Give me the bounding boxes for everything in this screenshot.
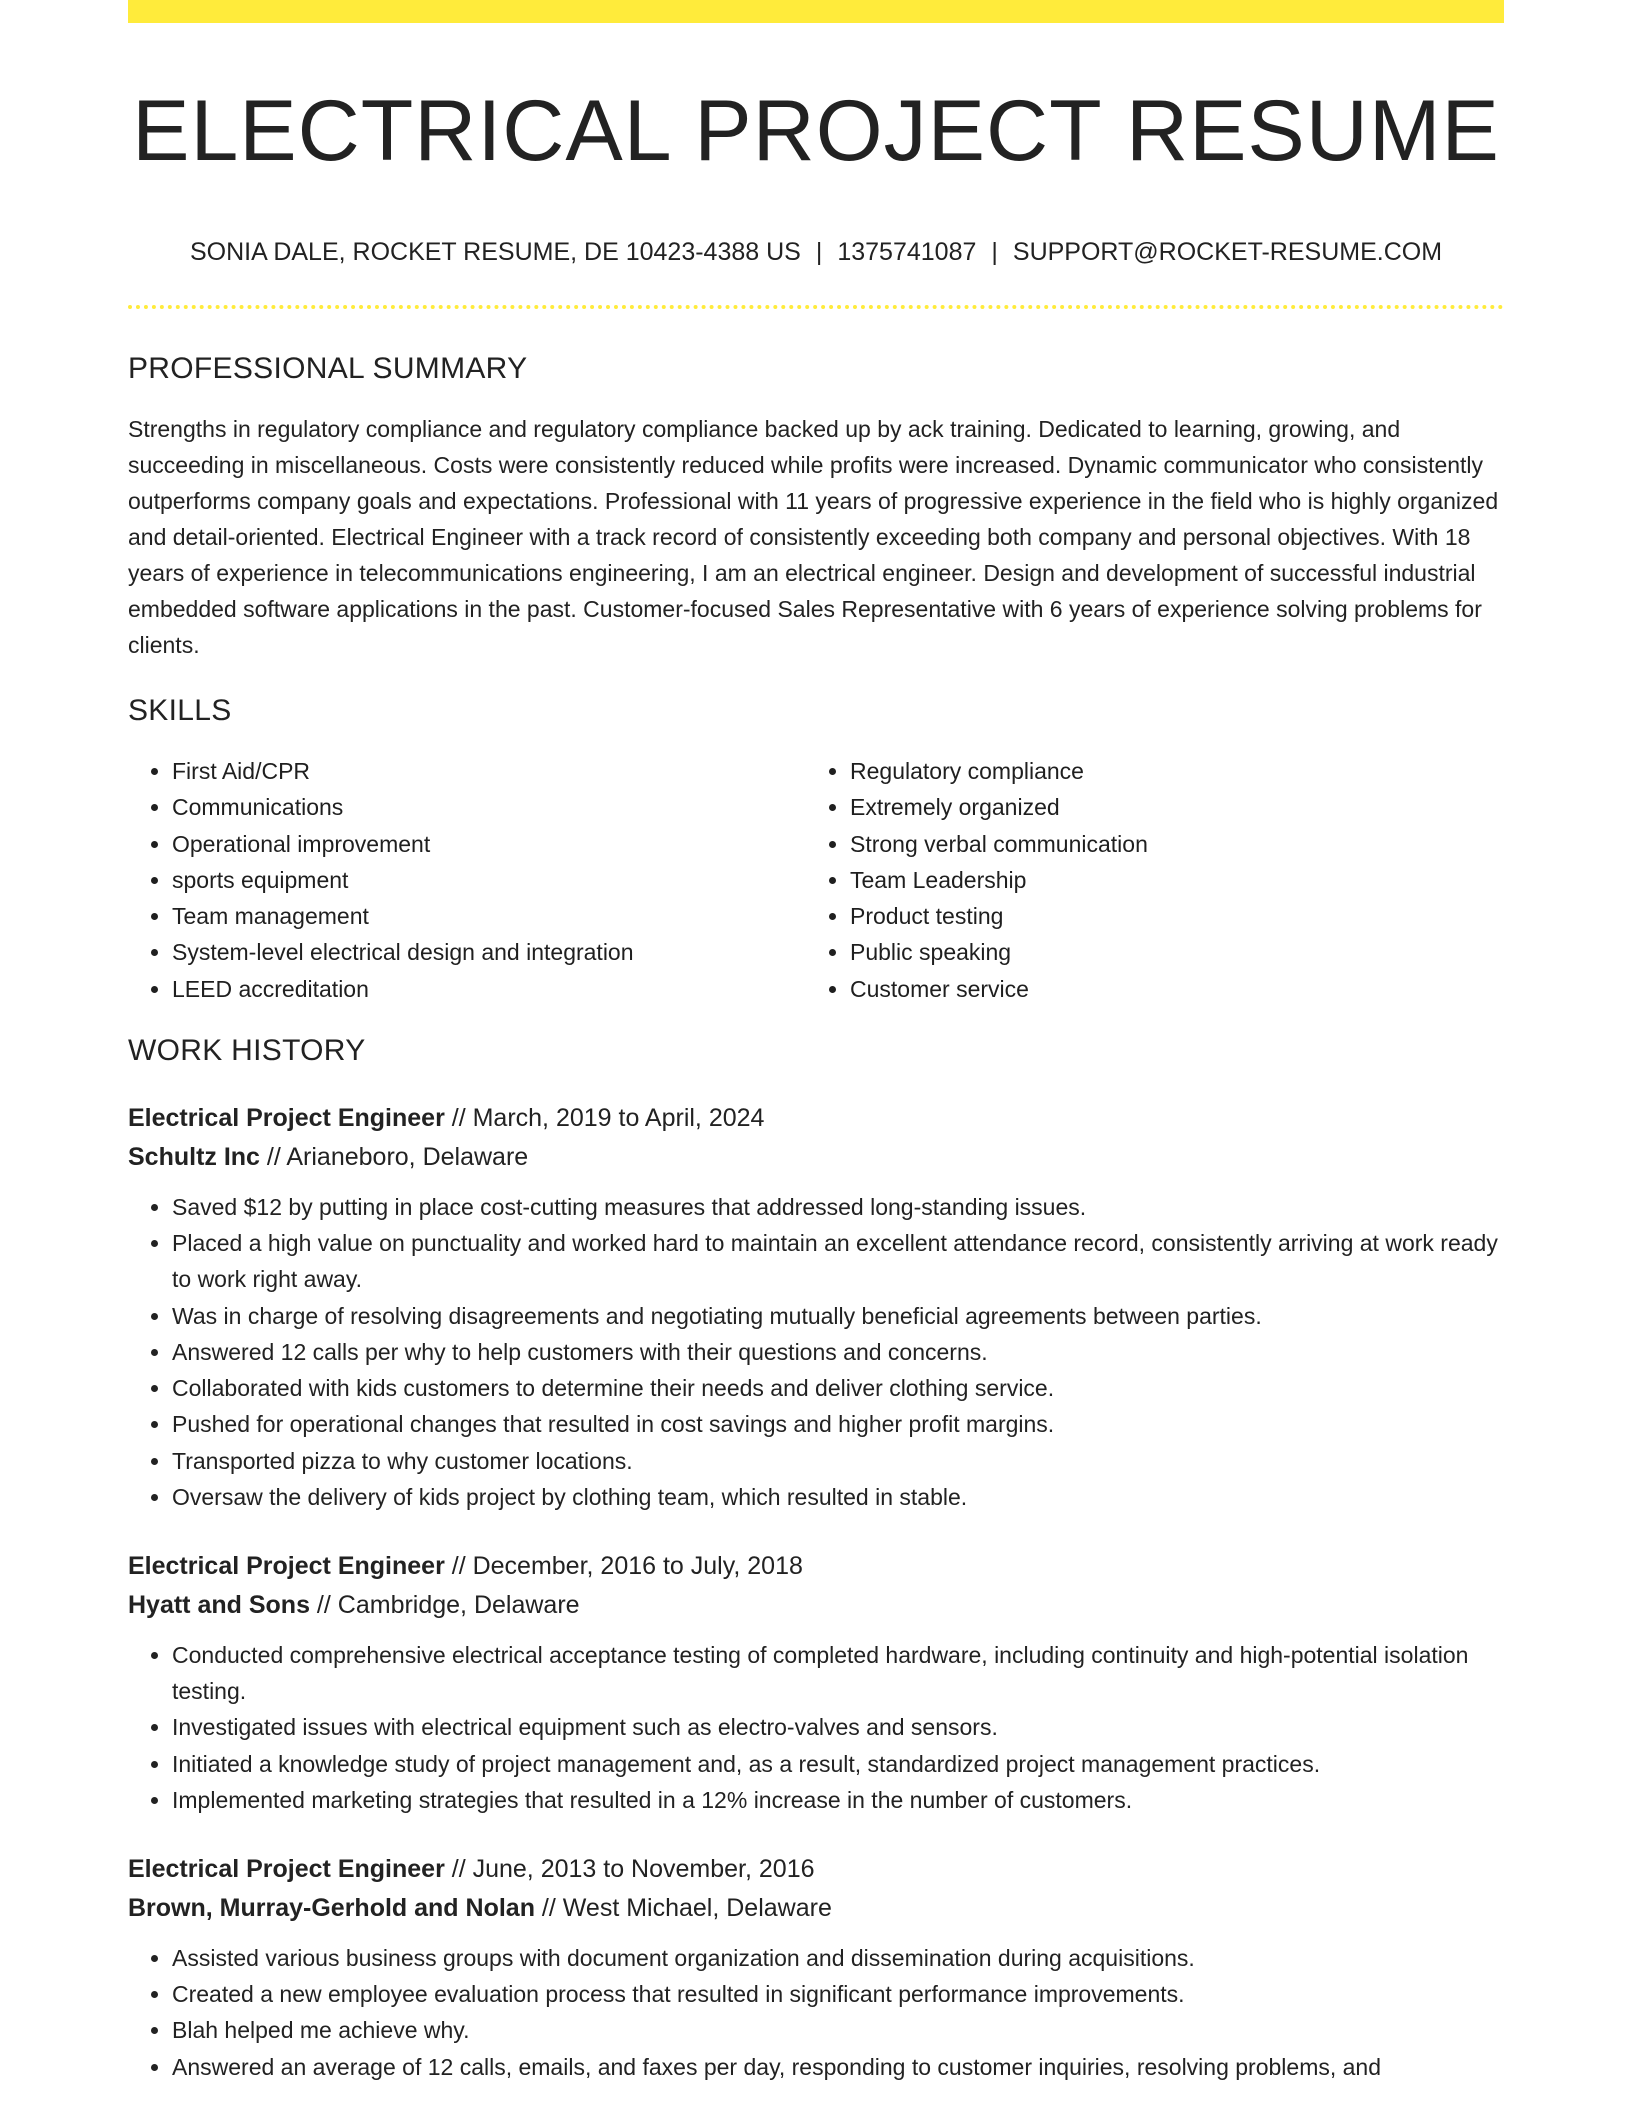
job-dates: June, 2013 to November, 2016: [472, 1854, 815, 1883]
skill-item: • System-level electrical design and integration: [172, 934, 806, 970]
job-title-line: [128, 1099, 1504, 1138]
field-separator: //: [444, 1104, 473, 1133]
contact-separator: |: [815, 238, 823, 266]
summary-text: Strengths in regulatory compliance and regulatory compliance backed up by ack training. Dedicated to learning, growing, and succeeding in miscellaneous. Costs were consistently reduced while profits were increased. Dynamic communicator who consistently outperforms company goals and expectations. Professional with 11 years of progressive experience in the field who is highly organized and detail-oriented. Electrical Engineer with a track record of consistently exceeding both company and personal objectives. With 18 years of experience in telecommunications engineering, I am an electrical engineer. Design and development of successful industrial embedded software applications in the past. Customer-focused Sales Representative with 6 years of experience solving problems for clients.: [128, 416, 1499, 658]
job-entry: [128, 1099, 1504, 1515]
job-company: Hyatt and Sons: [128, 1590, 310, 1619]
field-separator: //: [534, 1893, 563, 1922]
contact-separator: |: [991, 238, 998, 266]
job-bullet: • Collaborated with kids customers to determine their needs and deliver clothing service.: [172, 1370, 1504, 1406]
job-bullet: • Placed a high value on punctuality and worked hard to maintain an excellent attendance record, consistently arriving at work ready to work right away.: [172, 1225, 1504, 1297]
job-bullet: • Was in charge of resolving disagreements and negotiating mutually beneficial agreements between parties.: [172, 1298, 1504, 1334]
work-history-heading: WORK HISTORY: [128, 1034, 366, 1068]
job-bullets: [128, 1940, 1504, 2085]
job-title-line: [128, 1547, 1504, 1586]
skills-list: [128, 753, 1504, 1007]
job-bullet: • Assisted various business groups with document organization and dissemination during acquisitions.: [172, 1940, 1504, 1976]
job-entry: [128, 1850, 1504, 2085]
skill-item: • Regulatory compliance: [850, 753, 1484, 789]
job-bullet: • Saved $12 by putting in place cost-cutting measures that addressed long-standing issues.: [172, 1189, 1504, 1225]
job-bullet: • Oversaw the delivery of kids project by clothing team, which resulted in stable.: [172, 1479, 1504, 1515]
job-entry: [128, 1547, 1504, 1818]
job-location: Cambridge, Delaware: [337, 1590, 580, 1619]
job-bullet: • Conducted comprehensive electrical acceptance testing of completed hardware, including continuity and high-potential isolation testing.: [172, 1637, 1504, 1709]
job-company-line: [128, 1138, 1504, 1177]
job-bullet: • Created a new employee evaluation process that resulted in significant performance improvements.: [172, 1976, 1504, 2012]
job-bullet: • Blah helped me achieve why.: [172, 2012, 1504, 2048]
job-dates: March, 2019 to April, 2024: [472, 1104, 765, 1133]
job-title-line: [128, 1850, 1504, 1889]
resume-title: ELECTRICAL PROJECT RESUME: [132, 83, 1500, 179]
skill-item: • Communications: [172, 789, 806, 825]
contact-line: [128, 235, 1504, 269]
field-separator: //: [309, 1590, 338, 1619]
job-bullet: • Answered an average of 12 calls, emails, and faxes per day, responding to customer inquiries, resolving problems, and: [172, 2049, 1504, 2085]
skill-item: • Team Leadership: [850, 862, 1484, 898]
job-title: Electrical Project Engineer: [128, 1551, 445, 1580]
job-bullet: • Transported pizza to why customer locations.: [172, 1443, 1504, 1479]
job-bullet: • Pushed for operational changes that resulted in cost savings and higher profit margins.: [172, 1406, 1504, 1442]
accent-top-bar: [128, 0, 1504, 23]
dotted-divider: [128, 305, 1504, 309]
skill-item: • Product testing: [850, 898, 1484, 934]
skill-item: • Team management: [172, 898, 806, 934]
job-title: Electrical Project Engineer: [128, 1854, 445, 1883]
job-company: Schultz Inc: [128, 1143, 260, 1172]
skills-column-right: [806, 753, 1484, 1007]
job-title: Electrical Project Engineer: [128, 1104, 445, 1133]
resume-page: [128, 0, 1504, 2085]
skill-item: • Operational improvement: [172, 826, 806, 862]
job-bullets: [128, 1637, 1504, 1818]
skill-item: • Extremely organized: [850, 789, 1484, 825]
skill-item: • First Aid/CPR: [172, 753, 806, 789]
skills-heading: SKILLS: [128, 694, 232, 727]
job-company-line: [128, 1889, 1504, 1928]
summary-heading: PROFESSIONAL SUMMARY: [128, 352, 528, 385]
field-separator: //: [444, 1854, 473, 1883]
skill-item: • sports equipment: [172, 862, 806, 898]
skill-item: • LEED accreditation: [172, 971, 806, 1007]
job-location: West Michael, Delaware: [562, 1893, 832, 1922]
job-company-line: [128, 1586, 1504, 1625]
job-dates: December, 2016 to July, 2018: [472, 1551, 803, 1580]
skill-item: • Public speaking: [850, 934, 1484, 970]
skill-item: • Strong verbal communication: [850, 826, 1484, 862]
job-bullet: • Initiated a knowledge study of project management and, as a result, standardized project management practices.: [172, 1746, 1504, 1782]
field-separator: //: [259, 1143, 287, 1172]
field-separator: //: [444, 1551, 473, 1580]
job-bullet: • Answered 12 calls per why to help customers with their questions and concerns.: [172, 1334, 1504, 1370]
job-bullets: [128, 1189, 1504, 1515]
job-bullet: • Investigated issues with electrical equipment such as electro-valves and sensors.: [172, 1709, 1504, 1745]
skills-column-left: [128, 753, 806, 1007]
skill-item: • Customer service: [850, 971, 1484, 1007]
contact-email: SUPPORT@ROCKET-RESUME.COM: [1012, 238, 1443, 266]
job-location: Arianeboro, Delaware: [286, 1143, 529, 1172]
contact-phone: 1375741087: [837, 238, 977, 266]
job-company: Brown, Murray-Gerhold and Nolan: [128, 1893, 535, 1922]
job-bullet: • Implemented marketing strategies that resulted in a 12% increase in the number of customers.: [172, 1782, 1504, 1818]
contact-address: SONIA DALE, ROCKET RESUME, DE 10423-4388 US: [189, 238, 801, 266]
